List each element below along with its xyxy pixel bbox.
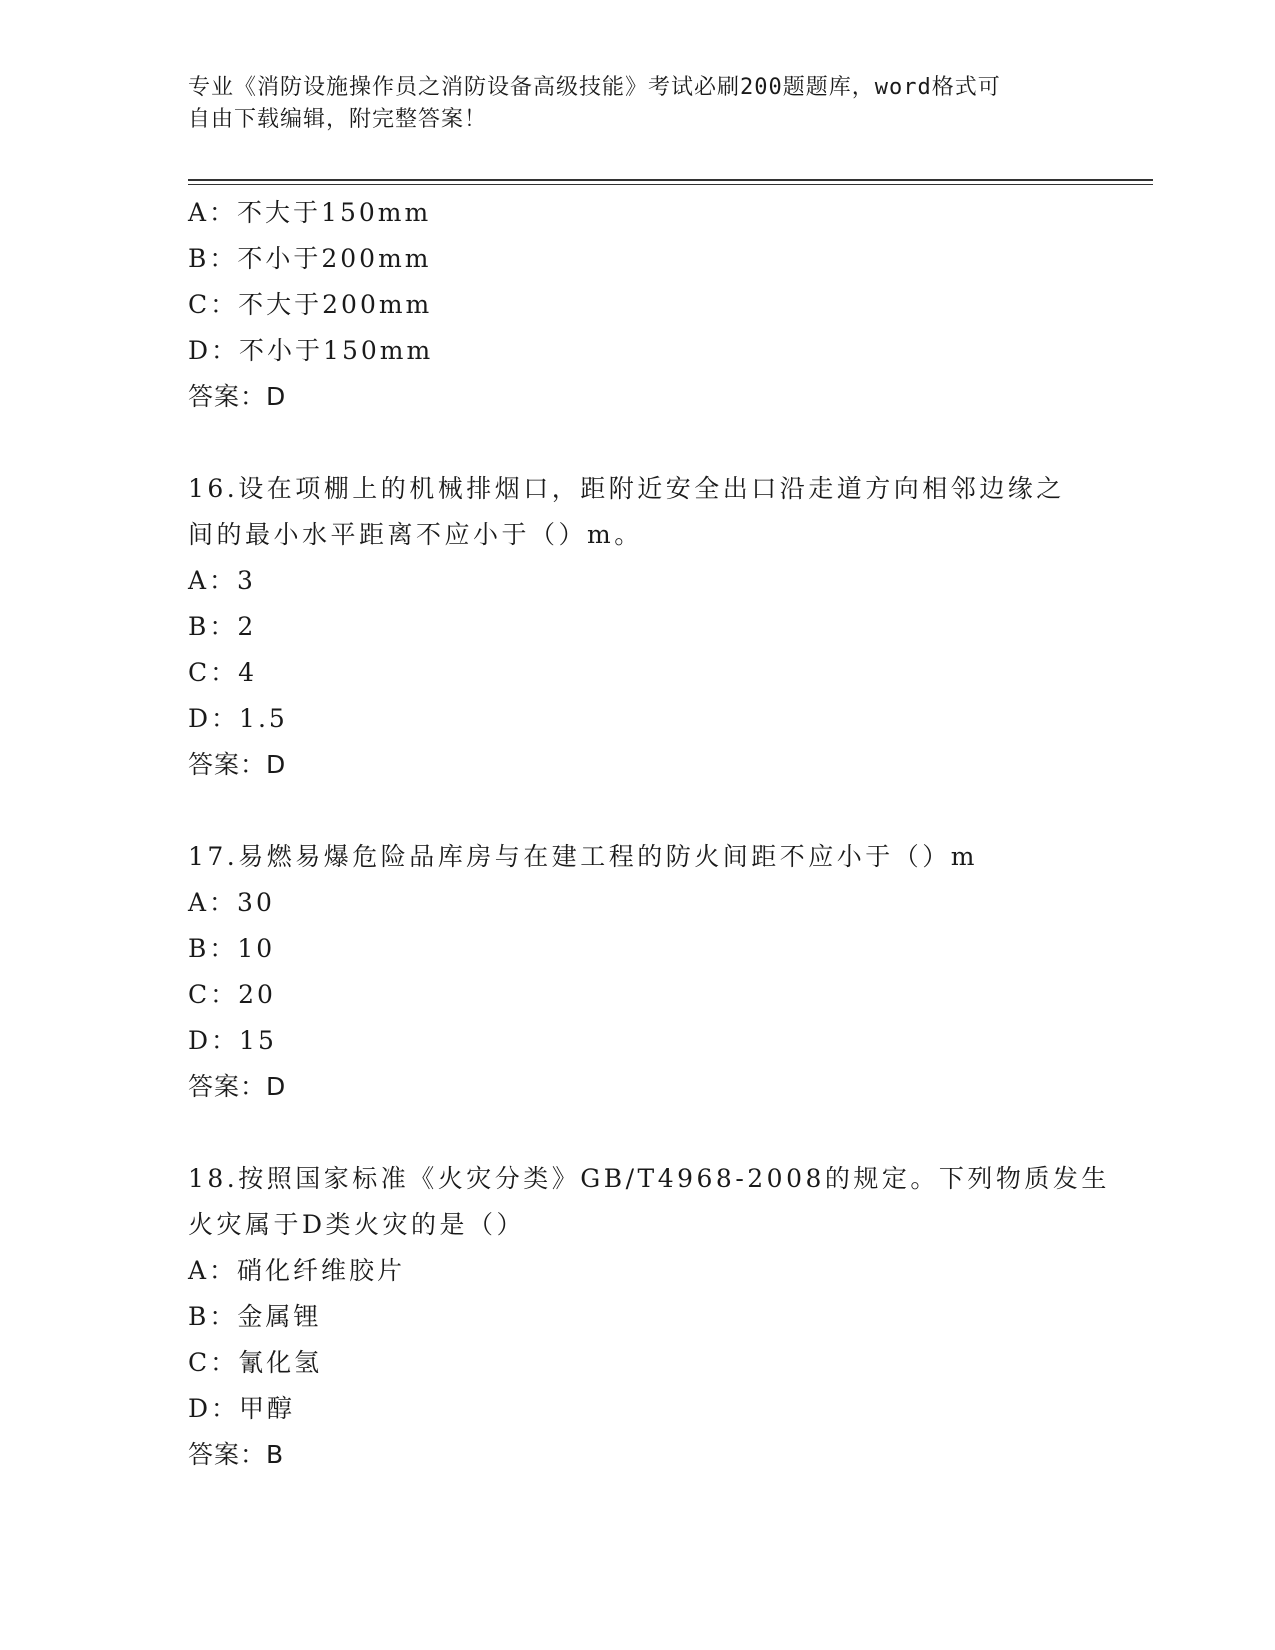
option-b: B：2: [188, 612, 257, 641]
option-b: B：金属锂: [188, 1302, 322, 1331]
option-c: C：20: [188, 980, 276, 1009]
answer-line: 答案：D: [188, 1072, 287, 1101]
question-17: [188, 834, 1088, 1110]
option-c: C：氰化氢: [188, 1348, 323, 1377]
question-stem-cont: 火灾属于D类火灾的是（）: [188, 1210, 526, 1239]
option-a: A：硝化纤维胶片: [188, 1256, 406, 1285]
spacer: [188, 420, 1088, 466]
question-15: [188, 190, 1088, 420]
header-line-2: 自由下载编辑，附完整答案！: [188, 107, 488, 132]
option-a: A：3: [188, 566, 256, 595]
option-d: D：15: [188, 1026, 277, 1055]
option-c: C：4: [188, 658, 258, 687]
option-d: D：甲醇: [188, 1394, 296, 1423]
question-list: [188, 190, 1110, 1478]
spacer: [188, 1110, 1088, 1156]
question-stem: 17.易燃易爆危险品库房与在建工程的防火间距不应小于（）m: [188, 842, 978, 871]
question-16: [188, 466, 1088, 788]
question-stem: 16.设在项棚上的机械排烟口，距附近安全出口沿走道方向相邻边缘之: [188, 474, 1065, 503]
question-18: [188, 1156, 1110, 1478]
document-header: [188, 72, 1068, 136]
option-b: B：不小于200mm: [188, 244, 432, 273]
header-divider-thin: [188, 184, 1153, 185]
answer-line: 答案：D: [188, 382, 287, 411]
option-b: B：10: [188, 934, 276, 963]
answer-line: 答案：B: [188, 1440, 285, 1469]
answer-line: 答案：D: [188, 750, 287, 779]
header-divider-thick: [188, 179, 1153, 181]
question-stem: 18.按照国家标准《火灾分类》GB/T4968-2008的规定。下列物质发生: [188, 1164, 1110, 1193]
option-a: A：30: [188, 888, 275, 917]
option-d: D：1.5: [188, 704, 288, 733]
option-d: D：不小于150mm: [188, 336, 434, 365]
option-a: A：不大于150mm: [188, 198, 432, 227]
header-line-1: 专业《消防设施操作员之消防设备高级技能》考试必刷200题题库，word格式可: [188, 75, 1001, 100]
question-stem-cont: 间的最小水平距离不应小于（）m。: [188, 520, 643, 549]
spacer: [188, 788, 1088, 834]
option-c: C：不大于200mm: [188, 290, 433, 319]
